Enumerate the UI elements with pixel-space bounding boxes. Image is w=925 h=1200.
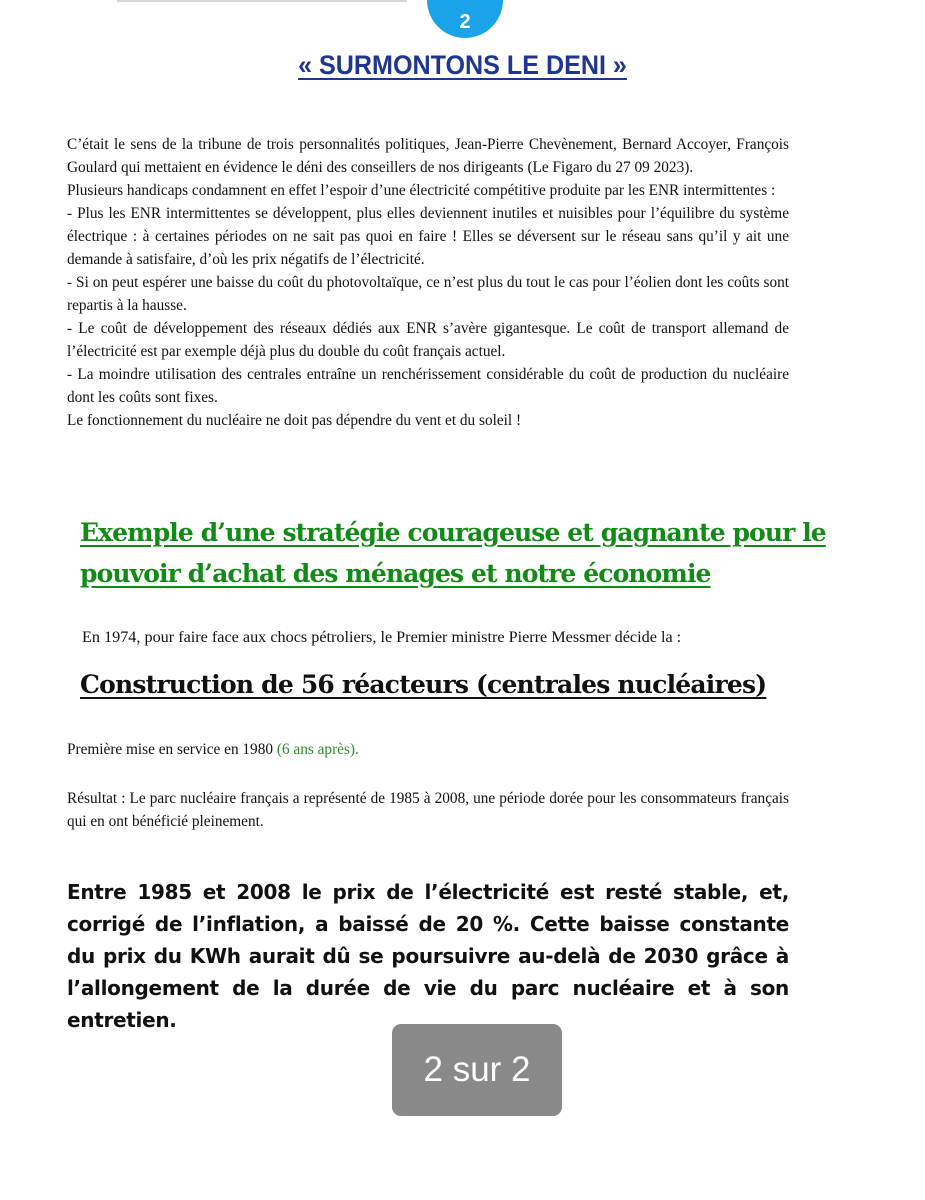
conclusion-paragraph: Entre 1985 et 2008 le prix de l’électricité est resté stable, et, corrigé de l’inflation, a baissé de 20 %. Cette baisse constante du prix du KWh aurait dû se poursuivre au-delà de 2030 grâce à l’allongement de la durée de vie du parc nucléaire et à son entretien. [67,880,789,1032]
result-paragraph: Résultat : Le parc nucléaire français a représenté de 1985 à 2008, une période dorée pour les consommateurs français qui en ont bénéficié pleinement. [67,790,789,830]
first-service-text: Première mise en service en 1980 [67,741,277,758]
intro-paragraph: - La moindre utilisation des centrales entraîne un renchérissement considérable du coût de production du nucléaire dont les coûts sont fixes. [67,366,789,406]
page-number-badge [427,0,503,38]
page-indicator: 2 sur 2 [392,1024,562,1116]
intro-paragraph: - Le coût de développement des réseaux dédiés aux ENR s’avère gigantesque. Le coût de transport allemand de l’électricité est par exemple déjà plus du double du coût français actuel. [67,320,789,360]
page-number-badge-label: 2 [459,11,471,33]
page-title: « SURMONTONS LE DENI » [298,50,627,80]
intro-paragraph: - Plus les ENR intermittentes se développent, plus elles deviennent inutiles et nuisibles pour l’équilibre du système électrique : à certaines périodes on ne sait pas quoi en faire ! Elles se déversent sur le réseau sans qu’il y ait une demande à satisfaire, d’où les prix négatifs de l’électricité. [67,205,789,268]
construction-heading: Construction de 56 réacteurs (centrales nucléaires) [80,670,767,699]
intro-paragraph: C’était le sens de la tribune de trois personnalités politiques, Jean-Pierre Chevènement, Bernard Accoyer, François Goulard qui mettaient en évidence le déni des conseillers de nos dirigeants (Le Figaro du 27 09 2023). [67,136,789,176]
intro-paragraph: - Si on peut espérer une baisse du coût du photovoltaïque, ce n’est plus du tout le cas pour l’éolien dont les coûts sont repartis à la hausse. [67,274,789,314]
top-divider [117,0,407,2]
first-service-highlight: (6 ans après). [276,741,359,758]
intro-paragraph: Plusieurs handicaps condamnent en effet l’espoir d’une électricité compétitive produite par les ENR intermittentes : [67,182,776,199]
strategy-heading: Exemple d’une stratégie courageuse et gagnante pour le pouvoir d’achat des ménages et notre économie [80,518,826,588]
messmer-paragraph: En 1974, pour faire face aux chocs pétroliers, le Premier ministre Pierre Messmer décide la : [82,628,682,646]
intro-section [67,133,789,432]
first-service-line [67,741,767,759]
intro-paragraph: Le fonctionnement du nucléaire ne doit pas dépendre du vent et du soleil ! [67,412,522,429]
